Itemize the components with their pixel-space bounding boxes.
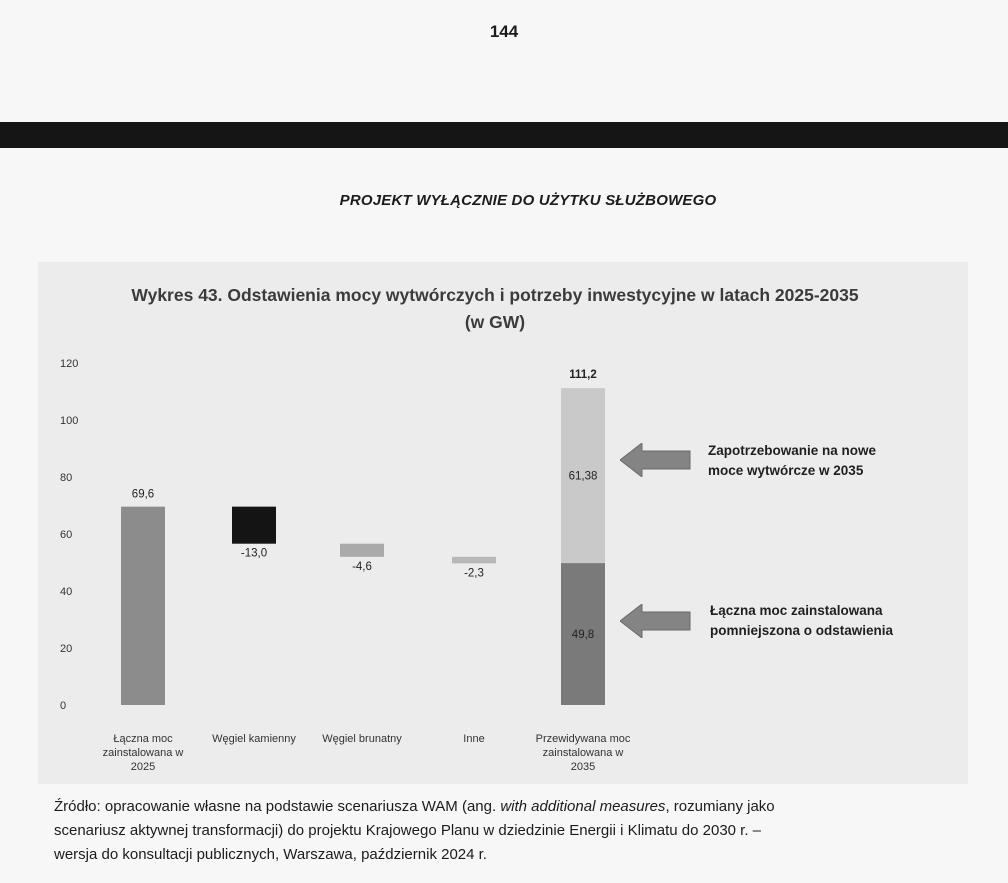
category-label: zainstalowana w: [102, 747, 184, 759]
category-label: 2025: [130, 761, 156, 773]
category-label: Węgiel brunatny: [322, 733, 402, 745]
annotation-new-capacity-line1: Zapotrzebowanie na nowe: [708, 443, 877, 458]
y-tick-label: 20: [60, 643, 73, 655]
category-label: zainstalowana w: [542, 747, 624, 759]
left-arrow-icon: [620, 443, 692, 477]
annotation-new-capacity-line2: moce wytwórcze w 2035: [708, 463, 864, 478]
source-line1: [54, 795, 954, 819]
bar: [232, 507, 276, 544]
annotation-reduced-capacity-line2: pomniejszona o odstawienia: [710, 623, 894, 638]
y-tick-label: 0: [60, 700, 67, 712]
y-tick-label: 80: [60, 472, 73, 484]
left-arrow-icon: [620, 604, 692, 638]
source-line1-a: Źródło: opracowanie własne na podstawie scenariusza WAM (ang.: [54, 798, 501, 815]
bar: [452, 557, 496, 564]
chart-title-line2: (w GW): [464, 312, 526, 332]
source-note: [54, 795, 954, 867]
category-label: 2035: [570, 761, 596, 773]
confidentiality-note: PROJEKT WYŁĄCZNIE DO UŻYTKU SŁUŻBOWEGO: [339, 192, 717, 209]
data-label: 61,38: [568, 470, 598, 483]
y-tick-label: 120: [60, 358, 79, 370]
annotation-reduced-capacity: [710, 601, 893, 641]
source-line3: wersja do konsultacji publicznych, Warszawa, październik 2024 r.: [54, 846, 487, 863]
y-tick-label: 60: [60, 529, 73, 541]
annotation-reduced-capacity-line1: Łączna moc zainstalowana: [710, 603, 883, 618]
category-label: Inne: [463, 733, 485, 745]
category-label: Węgiel kamienny: [212, 733, 296, 745]
y-tick-label: 100: [60, 415, 79, 427]
page-number: 144: [489, 22, 519, 41]
data-label: -13,0: [240, 547, 268, 560]
data-label: -4,6: [352, 560, 372, 573]
data-label: 49,8: [571, 629, 595, 642]
category-label: Łączna moc: [113, 733, 173, 745]
annotation-new-capacity: [708, 441, 876, 481]
chart-title-line1: Wykres 43. Odstawienia mocy wytwórczych i potrzeby inwestycyjne w latach 2025-2035: [131, 285, 859, 305]
data-label: 69,6: [131, 488, 155, 501]
data-label: 111,2: [569, 369, 597, 382]
source-line1-em: with additional measures: [500, 798, 666, 815]
data-label: -2,3: [464, 567, 484, 580]
source-line2: scenariusz aktywnej transformacji) do projektu Krajowego Planu w dziedzinie Energii i Klimatu do 2030 r. –: [54, 822, 762, 839]
y-tick-label: 40: [60, 586, 73, 598]
source-line1-b: , rozumiany jako: [665, 798, 775, 815]
bar: [121, 507, 165, 705]
bar: [340, 544, 384, 557]
category-label: Przewidywana moc: [535, 733, 631, 745]
